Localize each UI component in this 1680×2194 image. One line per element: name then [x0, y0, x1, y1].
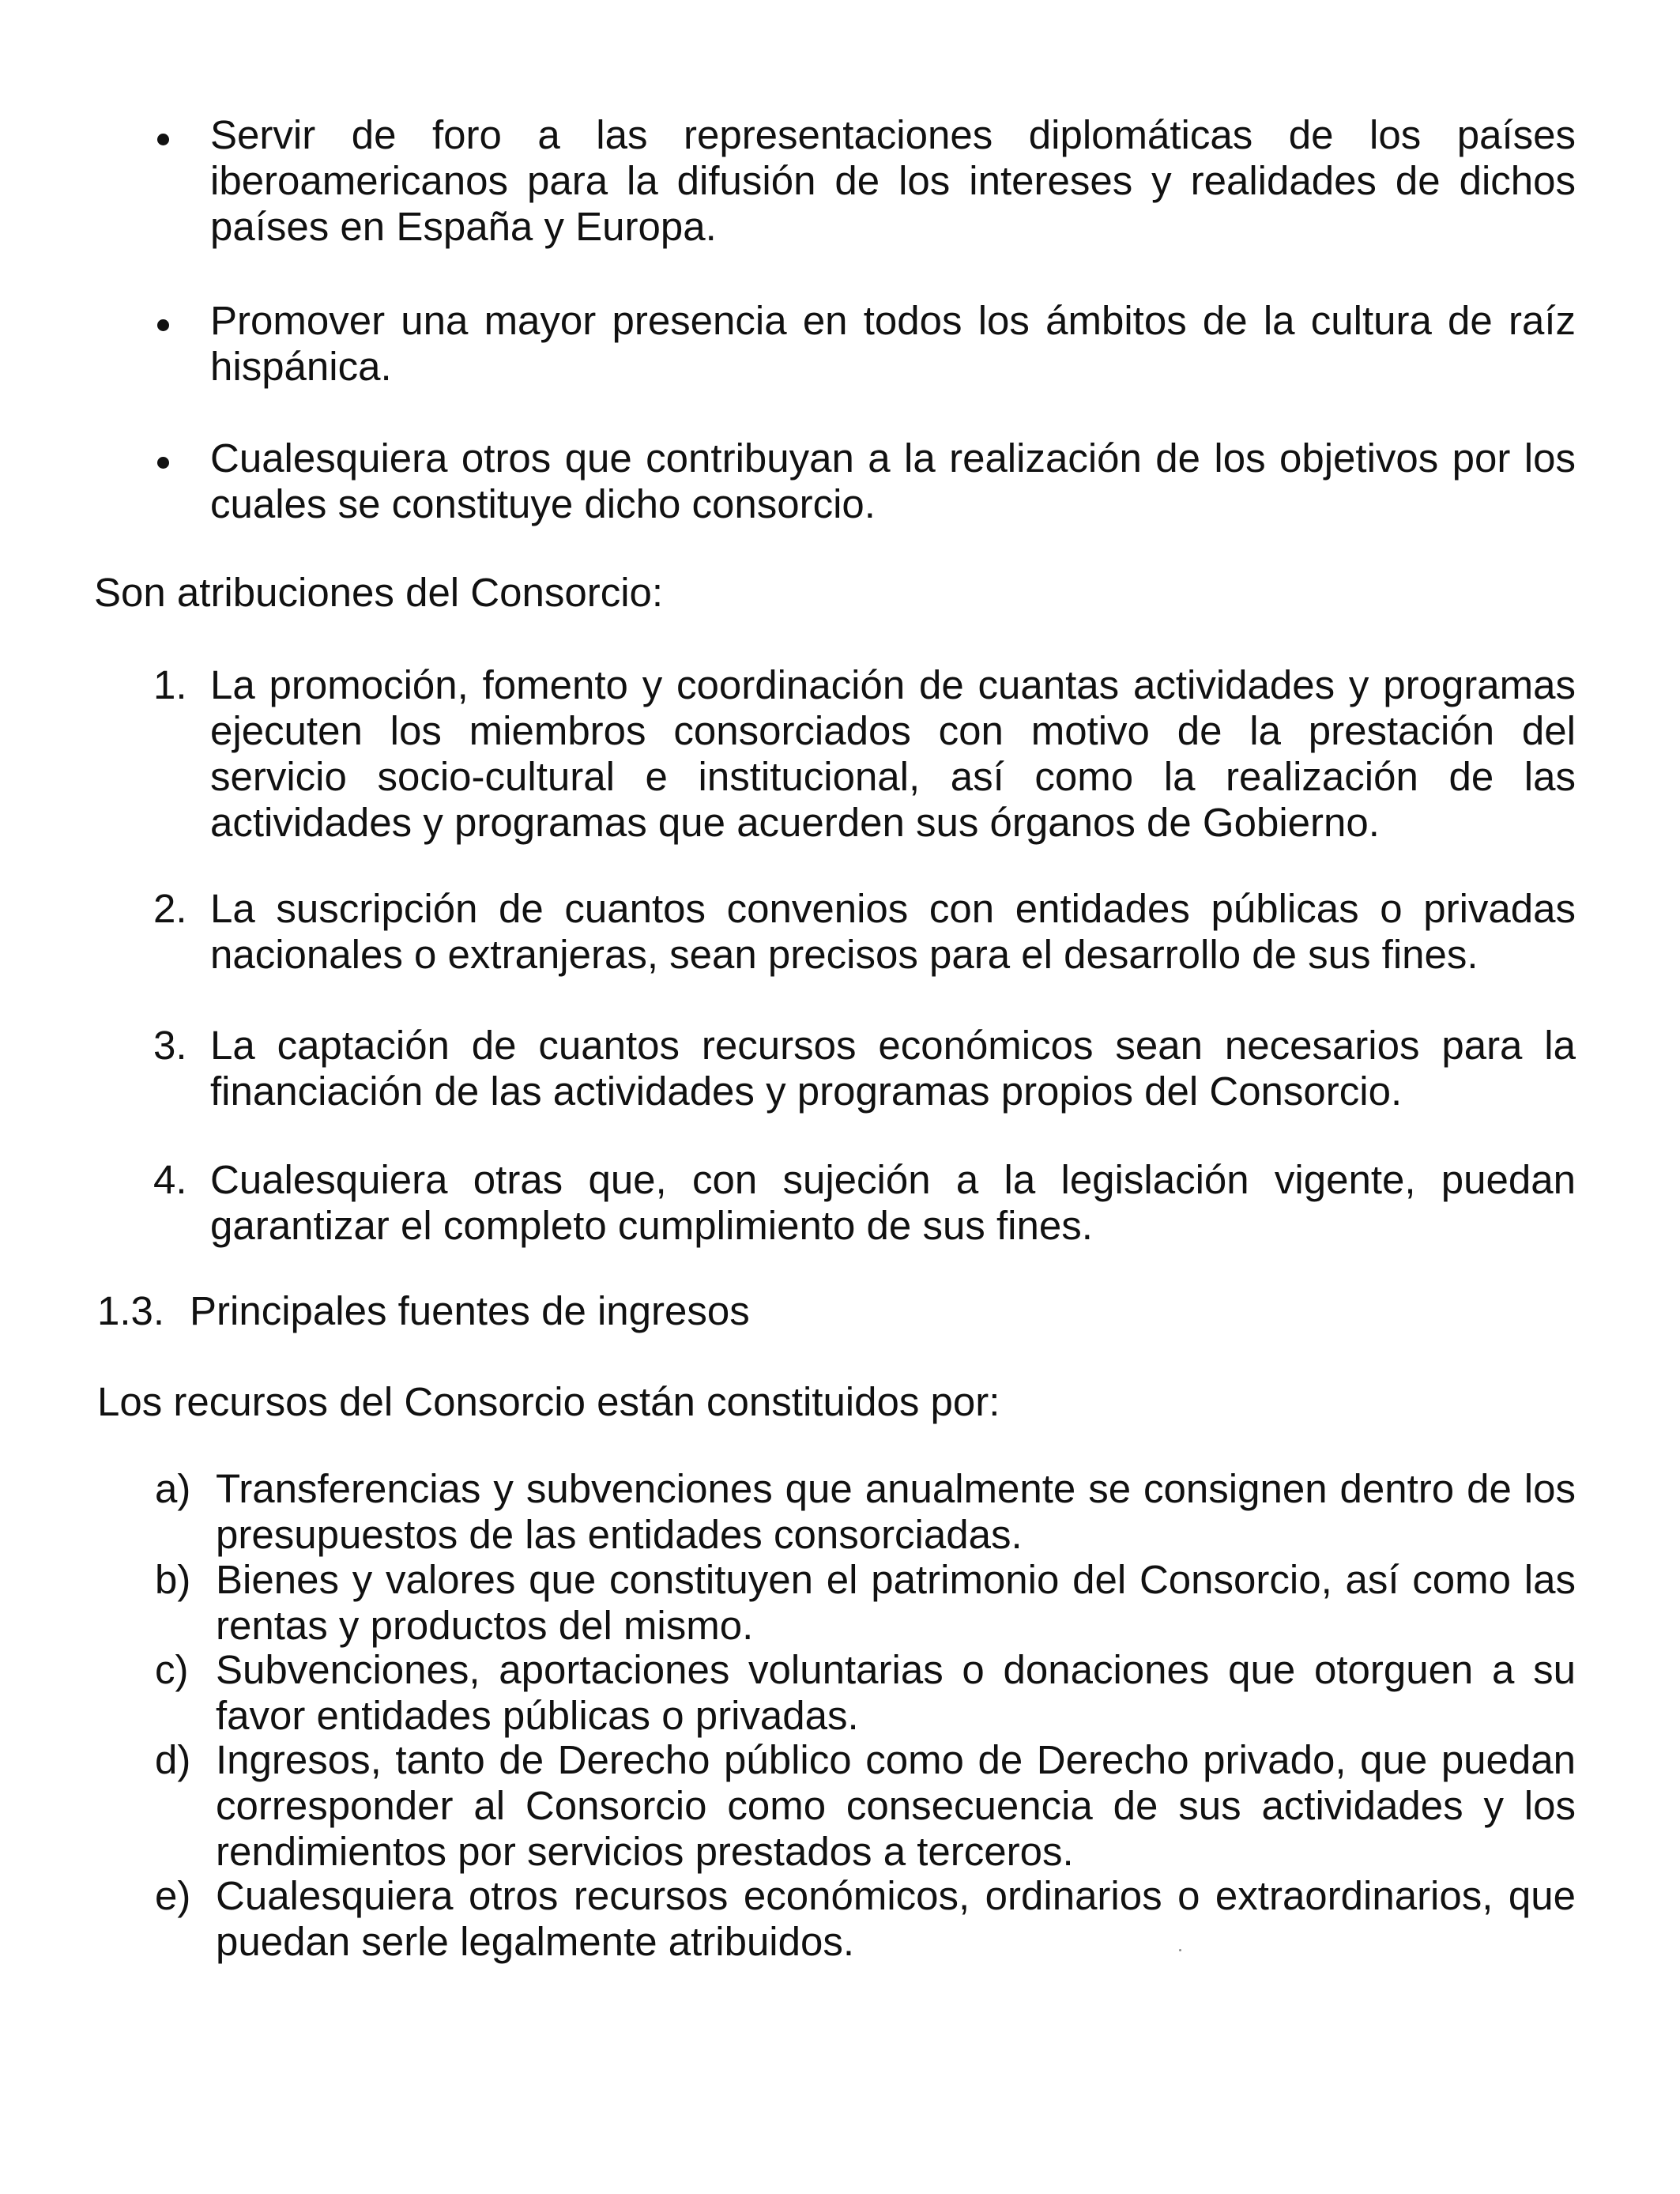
section-title: Principales fuentes de ingresos [190, 1288, 750, 1333]
list-letter: c) [155, 1647, 189, 1692]
lettered-item: Subvenciones, aportaciones voluntarias o donaciones que otorguen a su favor entidades públicas o privadas. [216, 1647, 1576, 1738]
atribuciones-intro: Son atribuciones del Consorcio: [94, 570, 664, 615]
list-letter: e) [155, 1873, 191, 1918]
lettered-item: Bienes y valores que constituyen el patrimonio del Consorcio, así como las rentas y productos del mismo. [216, 1557, 1576, 1648]
list-number: 3. [153, 1023, 187, 1068]
numbered-item: Cualesquiera otras que, con sujeción a la legislación vigente, puedan garantizar el completo cumplimiento de sus fines. [210, 1157, 1576, 1248]
bullet-icon [157, 319, 169, 331]
list-letter: b) [155, 1557, 191, 1602]
section-number: 1.3. [97, 1288, 165, 1333]
lettered-item: Cualesquiera otros recursos económicos, ordinarios o extraordinarios, que puedan serle legalmente atribuidos. [216, 1873, 1576, 1964]
bullet-icon [157, 134, 169, 145]
bullet-icon [157, 457, 169, 469]
bullet-item: Promover una mayor presencia en todos los ámbitos de la cultura de raíz hispánica. [210, 298, 1576, 389]
list-number: 1. [153, 662, 187, 707]
list-letter: d) [155, 1737, 191, 1782]
list-number: 2. [153, 886, 187, 931]
bullet-item: Servir de foro a las representaciones diplomáticas de los países iberoamericanos para la difusión de los intereses y realidades de dichos países en España y Europa. [210, 112, 1576, 249]
recursos-intro: Los recursos del Consorcio están constituidos por: [97, 1379, 1000, 1424]
lettered-item: Transferencias y subvenciones que anualmente se consignen dentro de los presupuestos de las entidades consorciadas. [216, 1466, 1576, 1557]
numbered-item: La suscripción de cuantos convenios con entidades públicas o privadas nacionales o extranjeras, sean precisos para el desarrollo de sus fines. [210, 886, 1576, 977]
list-number: 4. [153, 1157, 187, 1202]
lettered-item: Ingresos, tanto de Derecho público como de Derecho privado, que puedan corresponder al Consorcio como consecuencia de sus actividades y los rendimientos por servicios prestados a terceros. [216, 1737, 1576, 1874]
numbered-item: La captación de cuantos recursos económicos sean necesarios para la financiación de las actividades y programas propios del Consorcio. [210, 1023, 1576, 1114]
bullet-item: Cualesquiera otros que contribuyan a la realización de los objetivos por los cuales se constituye dicho consorcio. [210, 435, 1576, 526]
scan-speck [1179, 1949, 1181, 1951]
numbered-item: La promoción, fomento y coordinación de cuantas actividades y programas ejecuten los miembros consorciados con motivo de la prestación del servicio socio-cultural e institucional, así como la realización de las actividades y programas que acuerden sus órganos de Gobierno. [210, 662, 1576, 845]
list-letter: a) [155, 1466, 191, 1511]
